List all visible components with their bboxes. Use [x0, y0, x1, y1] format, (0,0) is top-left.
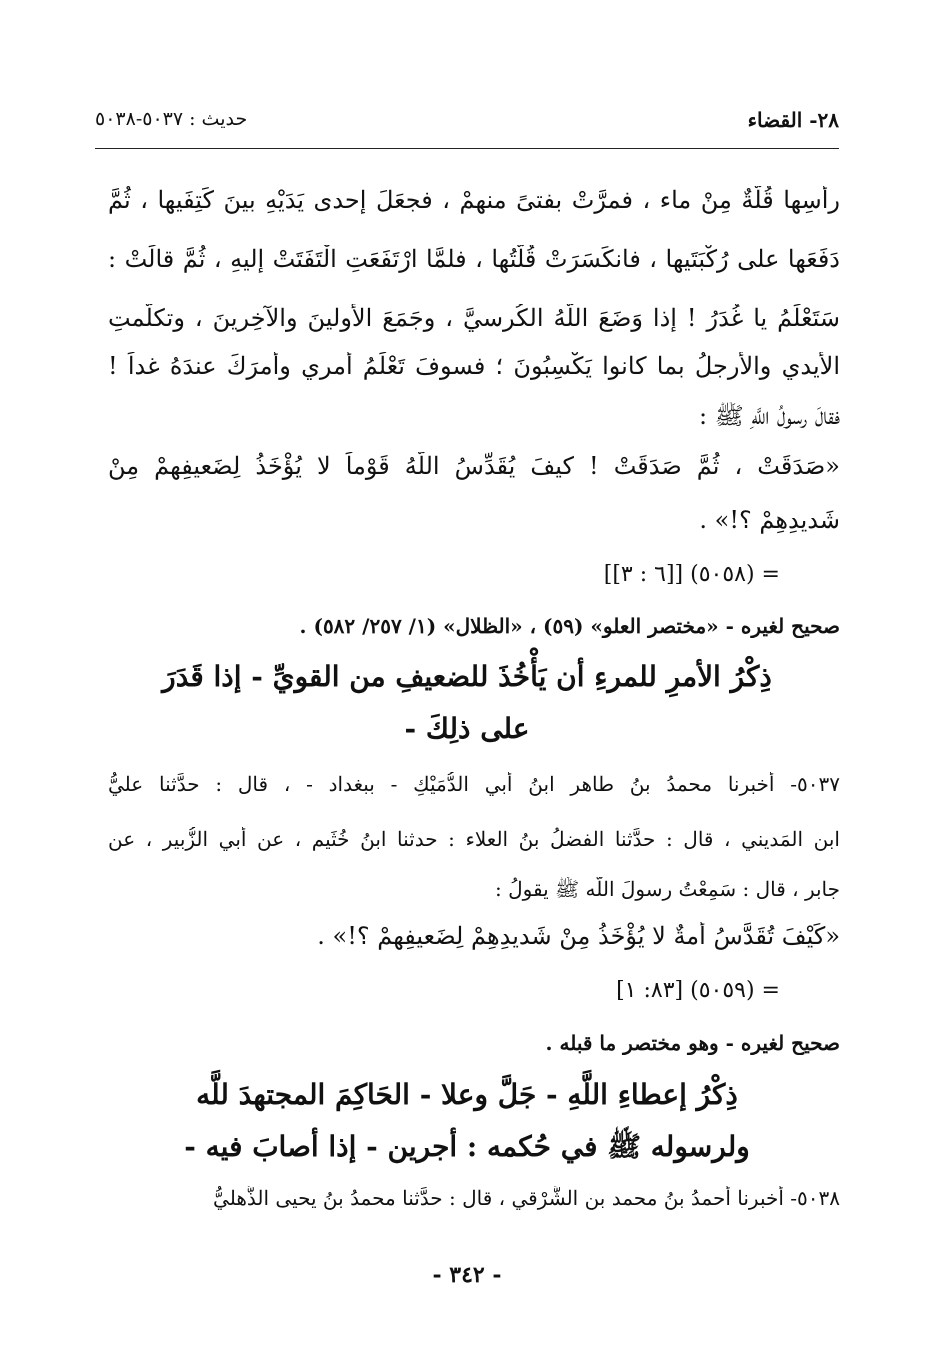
cross-reference: = (٥٠٥٨) [[٦ : ٣]] [603, 562, 780, 587]
body-line: الأَيدي والأرجلُ بما كانوا يَكْسِبُونَ ؛ فسوفَ تَعْلَمُ أَمري وأَمرَكَ عندَهُ غداً ! [108, 352, 840, 380]
hadith-quote: «كَيْفَ تُقَدَّسُ أمةٌ لا يُؤْخَذُ مِنْ شَديدِهِمْ لِضَعيفِهِمْ ؟!» . [317, 922, 840, 950]
section-heading: ذِكْرُ إعطاءِ اللَّهِ - جَلَّ وعلا - الحَاكِمَ المجتهدَ للَّه [196, 1078, 738, 1111]
header-divider [95, 148, 839, 149]
grading-note: صحيح لغيره - وهو مختصر ما قبله . [545, 1031, 840, 1055]
body-line: شَديدِهِمْ ؟!» . [699, 506, 840, 534]
grading-note: صحيح لغيره - «مختصر العلو» (٥٩) ، «الظلال» (١/ ٢٥٧/ ٥٨٢) . [299, 614, 840, 638]
hadith-line: جابر ، قال : سَمِعْتُ رسولَ اللَّه ﷺ يقولُ : [495, 877, 840, 901]
body-line: سَتَعْلَمُ يا غُدَرُ ! إذا وَضَعَ اللَّهُ الكُرسيَّ ، وجَمَعَ الأولينَ والآخِرينَ ، وتكلَّمتِ [108, 304, 840, 332]
page-number: - ٣٤٢ - [432, 1262, 502, 1288]
hadith-line: ابن المَديني ، قال : حدَّثنا الفضلُ بنُ العلاء : حدثنا ابنُ خُثَيم ، عن أبي الزُّبير ، عن [108, 827, 840, 851]
cross-reference: = (٥٠٥٩) [٨٣: ١] [616, 978, 780, 1003]
section-heading: ذِكْرُ الأمرِ للمرءِ أن يَأْخُذَ للضعيفِ من القويِّ - إذا قَدَرَ [162, 660, 772, 693]
body-line: «صَدَقَتْ ، ثُمَّ صَدَقَتْ ! كيفَ يُقَدِّسُ اللَّهُ قَوْماً لا يُؤْخَذُ لِضَعيفِهِمْ مِنْ [108, 452, 840, 480]
section-heading: على ذلِكَ - [404, 712, 530, 745]
body-line: فقالَ رسولُ اللَّهِ ﷺ : [698, 402, 840, 430]
hadith-line: ٥٠٣٧- أخبرنا محمدُ بنُ طاهر ابنُ أبي الدُّمَيْكِ - ببغداد - ، قال : حدَّثنا عليُّ [108, 772, 840, 796]
running-header [95, 108, 839, 144]
body-line: دَفَعَها على رُكْبَتَيها ، فانكَسَرَتْ قُلَّتُها ، فلمَّا ارْتَفَعَتِ الْتَفَتَتْ إليهِ ، ثُمَّ قالَتْ : [108, 245, 840, 273]
hadith-line: ٥٠٣٨- أخبرنا أحمدُ بنُ محمد بن الشَّرْقي ، قال : حدَّثنا محمدُ بنُ يحيى الذُّهليُّ [213, 1186, 840, 1210]
chapter-title: ٢٨- القضاء [747, 108, 839, 132]
hadith-range: حديث : ٥٠٣٧-٥٠٣٨ [95, 108, 248, 130]
section-heading: ولرسوله ﷺ في حُكمه : أجرين - إذا أصابَ فيه - [184, 1130, 750, 1163]
body-line: رأسِها قُلَّةٌ مِنْ ماء ، فمرَّتْ بفتىً منهمْ ، فجعَلَ إحدى يَدَيْهِ بينَ كَتِفَيها ، ثُمَّ [108, 186, 840, 214]
